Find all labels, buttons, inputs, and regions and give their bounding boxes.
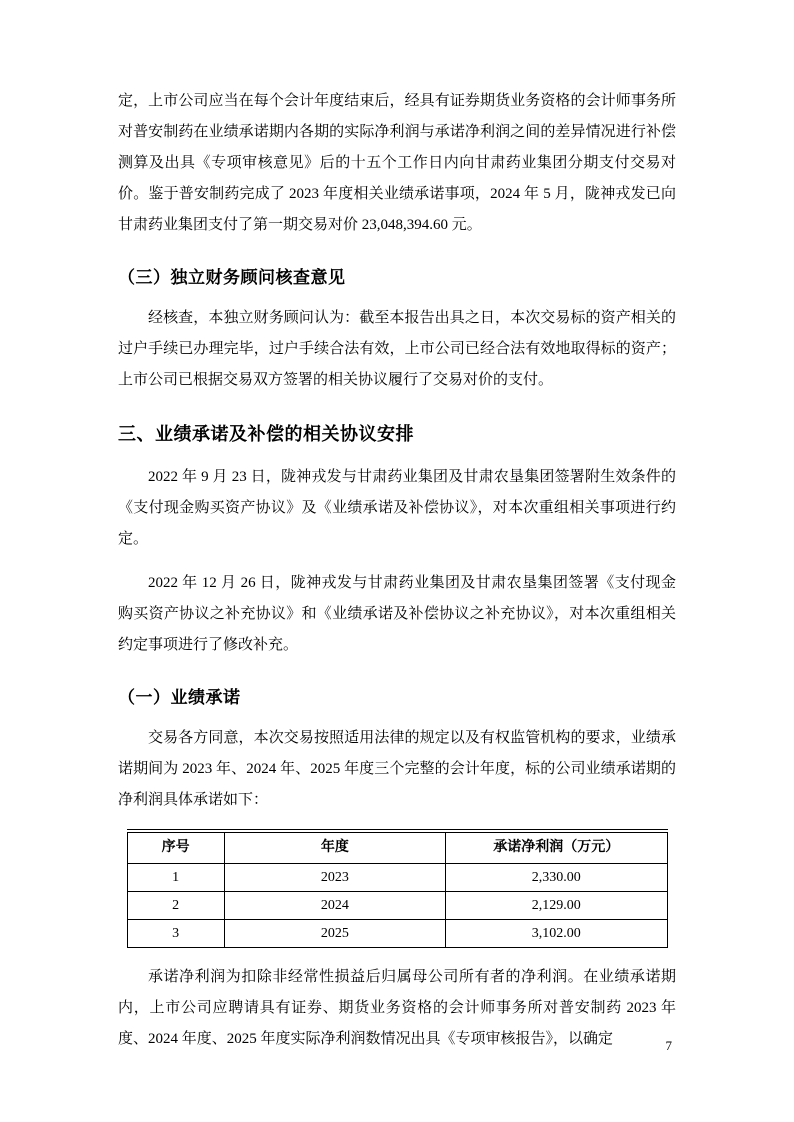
cell-year: 2024 xyxy=(224,892,445,920)
table-header-year: 年度 xyxy=(224,831,445,864)
heading-performance-commitment: （一）业绩承诺 xyxy=(118,688,241,707)
paragraph-advisor-opinion: 经核查，本独立财务顾问认为：截至本报告出具之日，本次交易标的资产相关的过户手续已办理完毕，过户手续合法有效，上市公司已经合法有效地取得标的资产；上市公司已根据交易双方签署的相关协议履行了交易对价的支付。 xyxy=(118,310,676,388)
cell-year: 2023 xyxy=(224,864,445,892)
heading-performance-commitment-section: 三、业绩承诺及补偿的相关协议安排 xyxy=(118,424,414,444)
paragraph-agreement-2022-09: 2022 年 9 月 23 日，陇神戎发与甘肃药业集团及甘肃农垦集团签署附生效条件的《支付现金购买资产协议》及《业绩承诺及补偿协议》，对本次重组相关事项进行约定。 xyxy=(118,469,676,547)
cell-profit: 2,330.00 xyxy=(446,864,667,892)
heading-independent-advisor-opinion: （三）独立财务顾问核查意见 xyxy=(118,268,346,287)
table-header-promised-profit: 承诺净利润（万元） xyxy=(446,831,667,864)
cell-serial: 2 xyxy=(127,892,224,920)
page-number: 7 xyxy=(665,1038,672,1053)
cell-profit: 2,129.00 xyxy=(446,892,667,920)
table-row xyxy=(127,892,667,920)
table-row xyxy=(127,920,667,948)
paragraph-net-profit-definition: 承诺净利润为扣除非经常性损益后归属母公司所有者的净利润。在业绩承诺期内，上市公司应聘请具有证券、期货业务资格的会计师事务所对普安制药 2023 年度、2024 年度、2025 年度实际净利润数情况出具《专项审核报告》，以确定 xyxy=(118,969,676,1047)
paragraph-commitment-period: 交易各方同意，本次交易按照适用法律的规定以及有权监管机构的要求，业绩承诺期间为 2023 年、2024 年、2025 年度三个完整的会计年度，标的公司业绩承诺期的净利润具体承诺如下： xyxy=(118,730,676,808)
table-header-row xyxy=(127,831,667,864)
table-header-serial: 序号 xyxy=(127,831,224,864)
cell-serial: 1 xyxy=(127,864,224,892)
paragraph-agreement-2022-12: 2022 年 12 月 26 日，陇神戎发与甘肃药业集团及甘肃农垦集团签署《支付现金购买资产协议之补充协议》和《业绩承诺及补偿协议之补充协议》，对本次重组相关约定事项进行了修改补充。 xyxy=(118,575,676,653)
cell-year: 2025 xyxy=(224,920,445,948)
commitment-table xyxy=(127,829,668,948)
cell-profit: 3,102.00 xyxy=(446,920,667,948)
cell-serial: 3 xyxy=(127,920,224,948)
table-row xyxy=(127,864,667,892)
paragraph-payment-continuation: 定，上市公司应当在每个会计年度结束后，经具有证券期货业务资格的会计师事务所对普安制药在业绩承诺期内各期的实际净利润与承诺净利润之间的差异情况进行补偿测算及出具《专项审核意见》后的十五个工作日内向甘肃药业集团分期支付交易对价。鉴于普安制药完成了 2023 年度相关业绩承诺事项，2024 年 5 月，陇神戎发已向甘肃药业集团支付了第一期交易对价 23,048,394.60 元。 xyxy=(118,93,676,233)
